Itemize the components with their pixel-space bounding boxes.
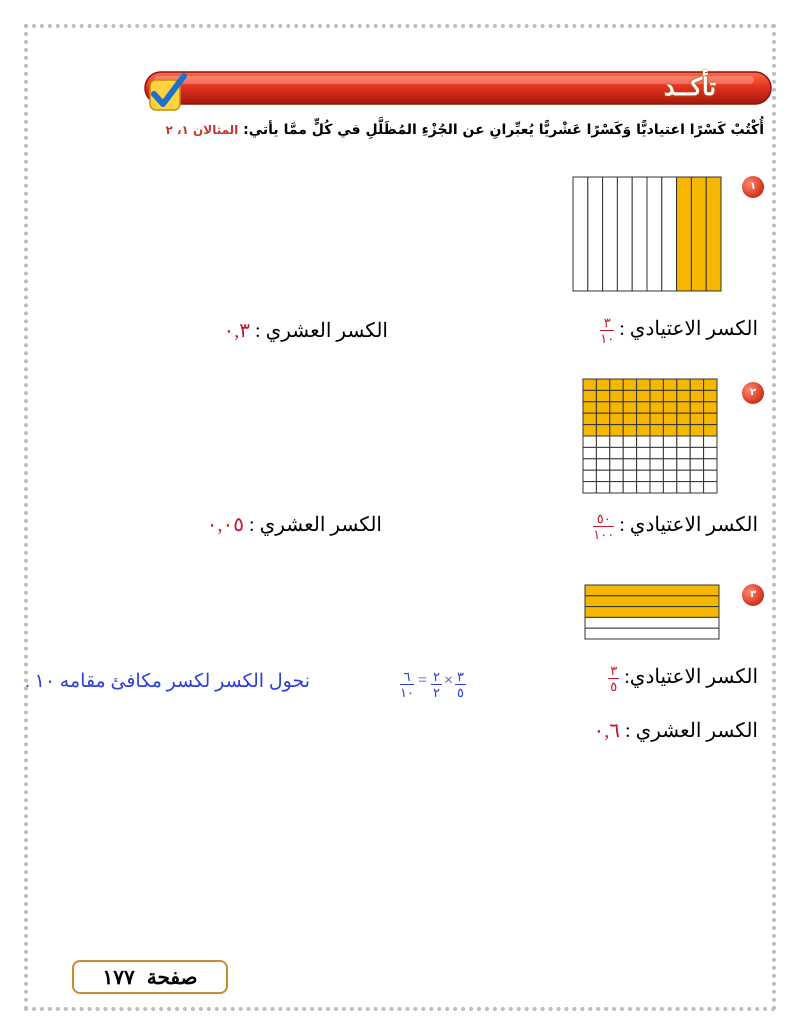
shaded-cell — [623, 413, 636, 424]
exercise-number-badge: ٢ — [742, 382, 764, 404]
work-fraction-result — [400, 670, 414, 699]
unshaded-cell — [677, 436, 690, 447]
decimal-label: الكسر العشري : — [620, 720, 758, 742]
shaded-cell — [596, 402, 609, 413]
fraction-denominator: ١٠ — [600, 331, 615, 346]
unshaded-cell — [704, 470, 717, 481]
unshaded-cell — [690, 459, 703, 470]
unshaded-cell — [663, 447, 676, 458]
unshaded-cell — [637, 459, 650, 470]
shaded-cell — [610, 379, 623, 390]
unshaded-cell — [704, 482, 717, 493]
unshaded-cell — [610, 459, 623, 470]
banner-title: تأكــد — [663, 72, 716, 101]
fraction-model-rows — [584, 584, 720, 640]
fraction-numerator: ٣ — [457, 669, 464, 684]
shaded-cell — [623, 402, 636, 413]
shaded-cell — [585, 585, 719, 596]
unshaded-cell — [583, 470, 596, 481]
shaded-cell — [583, 379, 596, 390]
unshaded-cell — [596, 447, 609, 458]
decimal-value: ٠,٦ — [593, 720, 621, 742]
shaded-cell — [690, 402, 703, 413]
fraction-denominator: ٥ — [610, 679, 618, 694]
fraction-numerator: ٥٠ — [593, 512, 614, 527]
unshaded-cell — [690, 447, 703, 458]
shaded-cell — [583, 413, 596, 424]
shaded-cell — [583, 402, 596, 413]
unshaded-cell — [704, 459, 717, 470]
unshaded-cell — [647, 177, 662, 291]
unshaded-cell — [650, 482, 663, 493]
shaded-cell — [677, 425, 690, 436]
page-number: ١٧٧ — [102, 965, 135, 989]
shaded-cell — [610, 413, 623, 424]
shaded-cell — [637, 390, 650, 401]
decimal-value: ٠,٠٥ — [206, 514, 245, 536]
unshaded-cell — [704, 436, 717, 447]
unshaded-cell — [662, 177, 677, 291]
fraction-numerator: ٣ — [610, 663, 618, 678]
shaded-cell — [596, 413, 609, 424]
fraction-model-hundred-grid — [582, 378, 718, 494]
shaded-cell — [677, 177, 692, 291]
common-fraction-label: الكسر الاعتيادي: — [624, 666, 758, 689]
common-fraction-value — [593, 512, 614, 541]
unshaded-cell — [623, 447, 636, 458]
shaded-cell — [650, 425, 663, 436]
unshaded-cell — [637, 436, 650, 447]
shaded-cell — [706, 177, 721, 291]
page-number-tab — [72, 960, 228, 994]
fraction-numerator: ٣ — [600, 316, 614, 331]
fraction-denominator: ١٠٠ — [593, 527, 615, 542]
shaded-cell — [663, 402, 676, 413]
shaded-cell — [663, 413, 676, 424]
exercise-number-badge: ٣ — [742, 584, 764, 606]
shaded-cell — [677, 379, 690, 390]
unshaded-cell — [632, 177, 647, 291]
unshaded-cell — [690, 436, 703, 447]
shaded-cell — [663, 390, 676, 401]
unshaded-cell — [690, 470, 703, 481]
shaded-cell — [704, 413, 717, 424]
shaded-cell — [704, 390, 717, 401]
shaded-cell — [585, 596, 719, 607]
unshaded-cell — [677, 482, 690, 493]
unshaded-cell — [610, 470, 623, 481]
unshaded-cell — [623, 482, 636, 493]
unshaded-cell — [677, 470, 690, 481]
shaded-cell — [610, 390, 623, 401]
work-explanation: نحول الكسر لكسر مكافئ مقامه ١٠ . — [25, 671, 310, 692]
shaded-cell — [704, 425, 717, 436]
unshaded-cell — [583, 482, 596, 493]
unshaded-cell — [663, 482, 676, 493]
equivalent-fraction-work — [400, 670, 466, 699]
unshaded-cell — [588, 177, 603, 291]
unshaded-cell — [583, 436, 596, 447]
fraction-model-columns — [572, 176, 722, 292]
shaded-cell — [637, 425, 650, 436]
unshaded-cell — [610, 447, 623, 458]
shaded-cell — [690, 425, 703, 436]
example-reference: المثالان ١، ٢ — [165, 123, 239, 137]
instruction-text: أُكْتُبْ كَسْرًا اعتياديًّا وَكَسْرًا عَشْريًّا يُعبِّرانِ عن الجُزْءِ المُظَلَّلِ في كُلٍّ ممَّا يأتي: — [243, 122, 764, 138]
shaded-cell — [663, 425, 676, 436]
common-fraction-label: الكسر الاعتيادي : — [619, 514, 758, 537]
checkmark-icon — [144, 70, 190, 116]
unshaded-cell — [596, 482, 609, 493]
unshaded-cell — [596, 436, 609, 447]
shaded-cell — [677, 413, 690, 424]
shaded-cell — [704, 379, 717, 390]
unshaded-cell — [663, 459, 676, 470]
shaded-cell — [704, 402, 717, 413]
fraction-numerator: ٦ — [400, 670, 414, 685]
unshaded-cell — [637, 482, 650, 493]
unshaded-cell — [617, 177, 632, 291]
unshaded-cell — [623, 459, 636, 470]
common-fraction-answer — [608, 664, 758, 693]
section-banner — [144, 70, 772, 106]
unshaded-cell — [610, 482, 623, 493]
decimal-label: الكسر العشري : — [244, 514, 382, 536]
shaded-cell — [637, 402, 650, 413]
unshaded-cell — [585, 617, 719, 628]
unshaded-cell — [603, 177, 618, 291]
work-fraction-b — [431, 670, 442, 699]
unshaded-cell — [677, 459, 690, 470]
multiply-sign: × — [443, 671, 454, 689]
shaded-cell — [677, 390, 690, 401]
shaded-cell — [690, 390, 703, 401]
unshaded-cell — [663, 436, 676, 447]
shaded-cell — [690, 413, 703, 424]
common-fraction-answer — [593, 512, 758, 541]
unshaded-cell — [623, 436, 636, 447]
common-fraction-value — [608, 664, 619, 693]
unshaded-cell — [650, 447, 663, 458]
unshaded-cell — [663, 470, 676, 481]
decimal-answer — [224, 318, 388, 343]
work-fraction-a — [455, 670, 466, 699]
common-fraction-answer — [600, 316, 758, 345]
shaded-cell — [690, 379, 703, 390]
shaded-cell — [585, 607, 719, 618]
decimal-label: الكسر العشري : — [250, 320, 388, 342]
page-word: صفحة — [146, 965, 198, 989]
unshaded-cell — [637, 447, 650, 458]
common-fraction-value — [600, 316, 614, 345]
unshaded-cell — [623, 470, 636, 481]
shaded-cell — [677, 402, 690, 413]
unshaded-cell — [650, 459, 663, 470]
shaded-cell — [663, 379, 676, 390]
unshaded-cell — [583, 447, 596, 458]
shaded-cell — [623, 379, 636, 390]
unshaded-cell — [650, 470, 663, 481]
fraction-denominator: ٥ — [457, 685, 464, 700]
decimal-value: ٠,٣ — [223, 320, 251, 342]
fraction-denominator: ١٠ — [400, 685, 414, 700]
unshaded-cell — [596, 470, 609, 481]
fraction-denominator: ٢ — [433, 685, 440, 700]
decimal-answer — [594, 718, 758, 743]
shaded-cell — [623, 390, 636, 401]
unshaded-cell — [704, 447, 717, 458]
shaded-cell — [583, 390, 596, 401]
common-fraction-label: الكسر الاعتيادي : — [619, 318, 758, 341]
unshaded-cell — [637, 470, 650, 481]
fraction-numerator: ٢ — [433, 669, 440, 684]
equals-sign: = — [417, 671, 427, 689]
unshaded-cell — [677, 447, 690, 458]
shaded-cell — [623, 425, 636, 436]
shaded-cell — [637, 379, 650, 390]
unshaded-cell — [690, 482, 703, 493]
shaded-cell — [596, 379, 609, 390]
shaded-cell — [691, 177, 706, 291]
shaded-cell — [650, 413, 663, 424]
shaded-cell — [637, 413, 650, 424]
instructions — [165, 122, 764, 138]
shaded-cell — [596, 425, 609, 436]
shaded-cell — [650, 402, 663, 413]
unshaded-cell — [596, 459, 609, 470]
shaded-cell — [610, 402, 623, 413]
unshaded-cell — [583, 459, 596, 470]
shaded-cell — [610, 425, 623, 436]
shaded-cell — [650, 390, 663, 401]
unshaded-cell — [585, 628, 719, 639]
decimal-answer — [207, 512, 382, 537]
unshaded-cell — [573, 177, 588, 291]
shaded-cell — [583, 425, 596, 436]
unshaded-cell — [610, 436, 623, 447]
exercise-number-badge: ١ — [742, 176, 764, 198]
shaded-cell — [596, 390, 609, 401]
unshaded-cell — [650, 436, 663, 447]
shaded-cell — [650, 379, 663, 390]
